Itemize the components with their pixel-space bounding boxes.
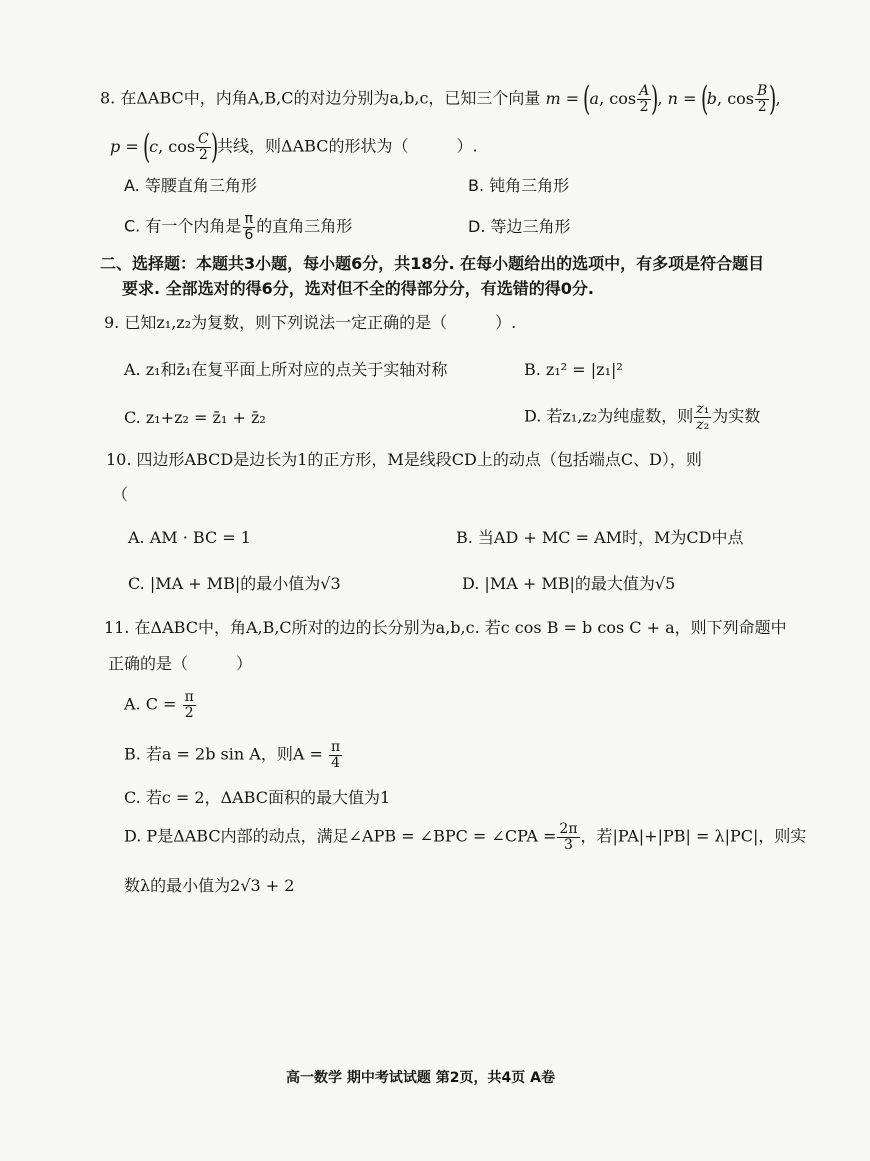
q11-option-d-post: ，若|PA|+|PB| = λ|PC|，则实 [580, 826, 807, 846]
q11-option-d-line2: 数λ的最小值为2√3 + 2 [124, 876, 295, 895]
q10-paren: （ [112, 485, 129, 504]
q10-option-d: D. |MA + MB|的最大值为√5 [462, 574, 676, 593]
q11-option-d: D. P是ΔABC内部的动点，满足∠APB = ∠BPC = ∠CPA = $\frac{2\pi}{3}$ ，若|PA|+|PB| = λ|PC|，则实 [124, 821, 807, 853]
q11-stem-line2: 正确的是（ ） [108, 654, 253, 673]
q11-option-a: A. C = $\frac{\pi}{2}$ [124, 689, 194, 721]
q9-option-a: A. z₁和z̄₁在复平面上所对应的点关于实轴对称 [124, 360, 448, 379]
q10-option-a: A. AM · BC = 1 [128, 528, 251, 547]
q9-option-d: D. 若z₁,z₂为纯虚数，则 $\frac{\text{z₁}}{\text{z₂}}$ 为实数 [524, 401, 761, 433]
q8-option-b: B. 钝角三角形 [468, 176, 570, 195]
q8-option-c-post: 的直角三角形 [256, 216, 353, 236]
q8-number: 8. [100, 88, 116, 108]
q8-option-c: C. 有一个内角是 $\frac{\pi}{6}$ 的直角三角形 [124, 211, 353, 243]
q11-option-b-text: B. 若a = 2b sin A，则A = [124, 744, 323, 764]
q10-stem: 10. 四边形ABCD是边长为1的正方形，M是线段CD上的动点（包括端点C、D），则 [106, 450, 702, 469]
section2-heading-line1: 二、选择题：本题共3小题，每小题6分，共18分. 在每小题给出的选项中，有多项是符合题目 [100, 254, 765, 273]
q9-option-d-pre: D. 若z₁,z₂为纯虚数，则 [524, 406, 694, 426]
q11-option-a-text: A. C = [124, 694, 177, 714]
q8-stem-text: 在ΔABC中，内角A,B,C的对边分别为a,b,c，已知三个向量 [120, 88, 541, 108]
q9-stem: 9. 已知z₁,z₂为复数，则下列说法一定正确的是（ ）. [104, 313, 517, 332]
section2-heading-line2: 要求. 全部选对的得6分，选对但不全的得部分分，有选错的得0分. [122, 279, 594, 298]
q8-stem-tail: 共线，则ΔABC的形状为（ ）. [217, 136, 478, 156]
vector-m: m = (a, cos $\frac{A}{2}$ ), n = (b, cos $\frac{B}{2}$ ), [545, 79, 781, 119]
q11-option-b: B. 若a = 2b sin A，则A = $\frac{\pi}{4}$ [124, 739, 341, 771]
q10-option-b: B. 当AD + MC = AM时，M为CD中点 [456, 528, 744, 547]
q8-option-d: D. 等边三角形 [468, 217, 571, 236]
vector-p: p = (c, cos $\frac{C}{2}$ ) [110, 127, 219, 167]
q10-option-c: C. |MA + MB|的最小值为√3 [128, 574, 341, 593]
q9-option-b: B. z₁² = |z₁|² [524, 360, 623, 379]
q9-option-d-post: 为实数 [712, 406, 761, 426]
q9-option-c: C. z₁+z₂ = z̄₁ + z̄₂ [124, 408, 266, 427]
q8-stem [100, 79, 781, 119]
q11-option-c: C. 若c = 2，ΔABC面积的最大值为1 [124, 788, 391, 807]
q11-stem: 11. 在ΔABC中，角A,B,C所对的边的长分别为a,b,c. 若c cos B = b cos C + a，则下列命题中 [104, 618, 787, 637]
q8-option-a: A. 等腰直角三角形 [124, 176, 257, 195]
q11-option-d-pre: D. P是ΔABC内部的动点，满足∠APB = ∠BPC = ∠CPA = [124, 826, 557, 846]
q8-stem-line2 [110, 127, 478, 167]
page-footer: 高一数学 期中考试试题 第2页，共4页 A卷 [286, 1070, 555, 1086]
q8-option-c-pre: C. 有一个内角是 [124, 216, 242, 236]
